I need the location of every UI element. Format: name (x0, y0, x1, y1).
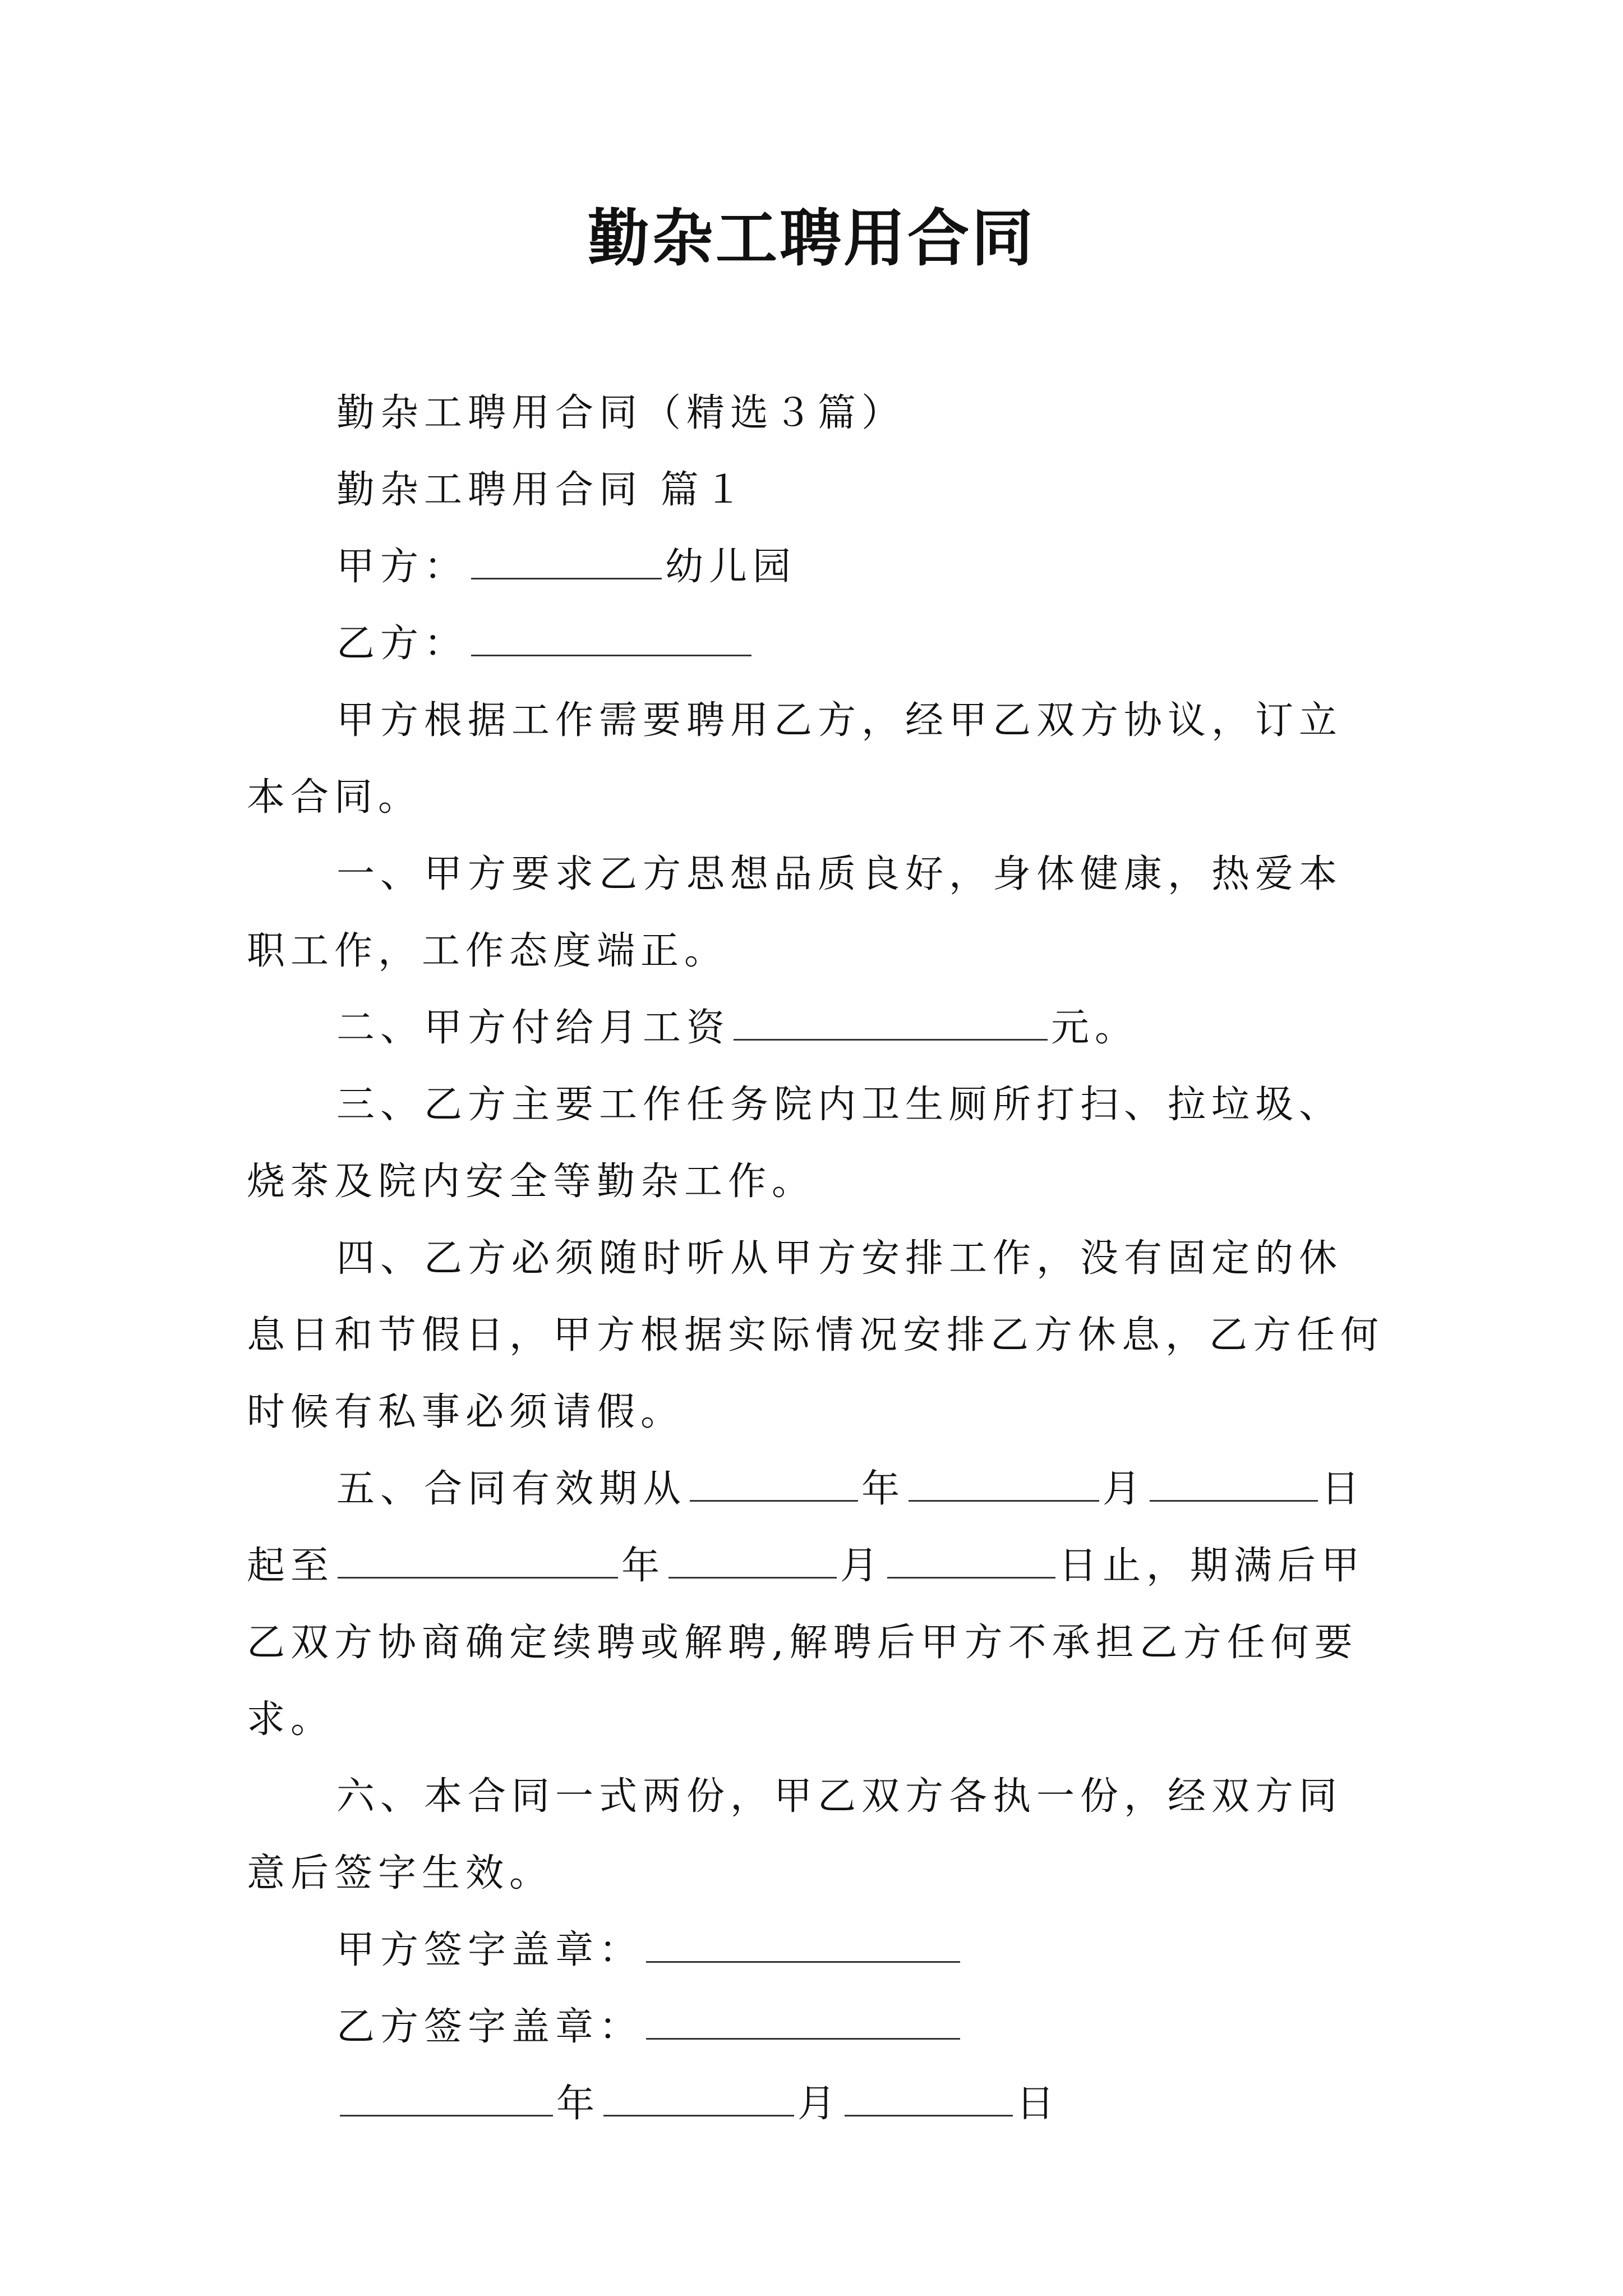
party-a-line (247, 528, 1385, 605)
party-b-signature-label: 乙方签字盖章： (336, 2005, 643, 2049)
clause-2-prefix: 二、甲方付给月工资 (336, 1006, 731, 1050)
intro-paragraph: 甲方根据工作需要聘用乙方，经甲乙双方协议，订立本合同。 (247, 698, 1343, 820)
subtitle: 勤杂工聘用合同（精选３篇） (336, 391, 906, 435)
party-a-blank[interactable] (471, 544, 662, 579)
end-month-blank[interactable] (668, 1543, 837, 1579)
clause-6: 六、本合同一式两份，甲乙双方各执一份，经双方同意后签字生效。 (247, 1774, 1343, 1895)
salary-blank[interactable] (734, 1005, 1048, 1041)
clause-5-month-2: 月 (840, 1544, 884, 1588)
part-heading: 勤杂工聘用合同 篇１ (336, 468, 748, 512)
date-month-label: 月 (797, 2082, 842, 2126)
end-day-blank[interactable] (887, 1543, 1055, 1579)
clause-5-month-1: 月 (1103, 1467, 1147, 1511)
clause-2-suffix: 元。 (1051, 1006, 1139, 1050)
date-month-blank[interactable] (603, 2081, 794, 2116)
start-year-blank[interactable] (690, 1466, 858, 1502)
date-day-label: 日 (1016, 2082, 1061, 2126)
clause-5-year-1: 年 (861, 1467, 906, 1511)
clause-4: 四、乙方必须随时听从甲方安排工作，没有固定的休息日和节假日，甲方根据实际情况安排乙方休息，乙方任何时候有私事必须请假。 (247, 1236, 1385, 1434)
party-a-label: 甲方： (336, 545, 468, 589)
start-day-blank[interactable] (1150, 1466, 1318, 1502)
party-b-signature-line (247, 1989, 1385, 2065)
party-b-blank[interactable] (471, 621, 751, 656)
party-b-line (247, 605, 1385, 682)
clause-5 (247, 1451, 1385, 1758)
end-year-blank[interactable] (338, 1543, 618, 1579)
party-a-signature-line (247, 1912, 1385, 1989)
clause-5-prefix: 五、合同有效期从 (336, 1467, 687, 1511)
clause-1: 一、甲方要求乙方思想品质良好，身体健康，热爱本职工作，工作态度端正。 (247, 852, 1343, 973)
party-b-label: 乙方： (336, 622, 468, 666)
date-year-blank[interactable] (340, 2081, 553, 2116)
document-title: 勤杂工聘用合同 (588, 202, 1035, 274)
clause-5-year-2: 年 (621, 1544, 666, 1588)
party-b-signature-blank[interactable] (646, 2004, 960, 2040)
clause-3: 三、乙方主要工作任务院内卫生厕所打扫、拉垃圾、烧茶及院内安全等勤杂工作。 (247, 1083, 1343, 1204)
party-a-signature-label: 甲方签字盖章： (336, 1928, 643, 1972)
date-day-blank[interactable] (845, 2081, 1013, 2116)
clause-2 (247, 990, 1385, 1066)
clause-5-day-end: 日止，期满后甲乙双方协商确定续聘或解聘,解聘后甲方不承担乙方任何要求。 (247, 1544, 1366, 1742)
party-a-suffix: 幼儿园 (665, 545, 797, 589)
party-a-signature-blank[interactable] (646, 1927, 960, 1963)
document-body (247, 375, 1385, 2142)
clause-5-day-start: 日起至 (247, 1467, 1366, 1588)
start-month-blank[interactable] (909, 1466, 1099, 1502)
date-year-label: 年 (556, 2082, 601, 2126)
date-line (247, 2065, 1385, 2142)
